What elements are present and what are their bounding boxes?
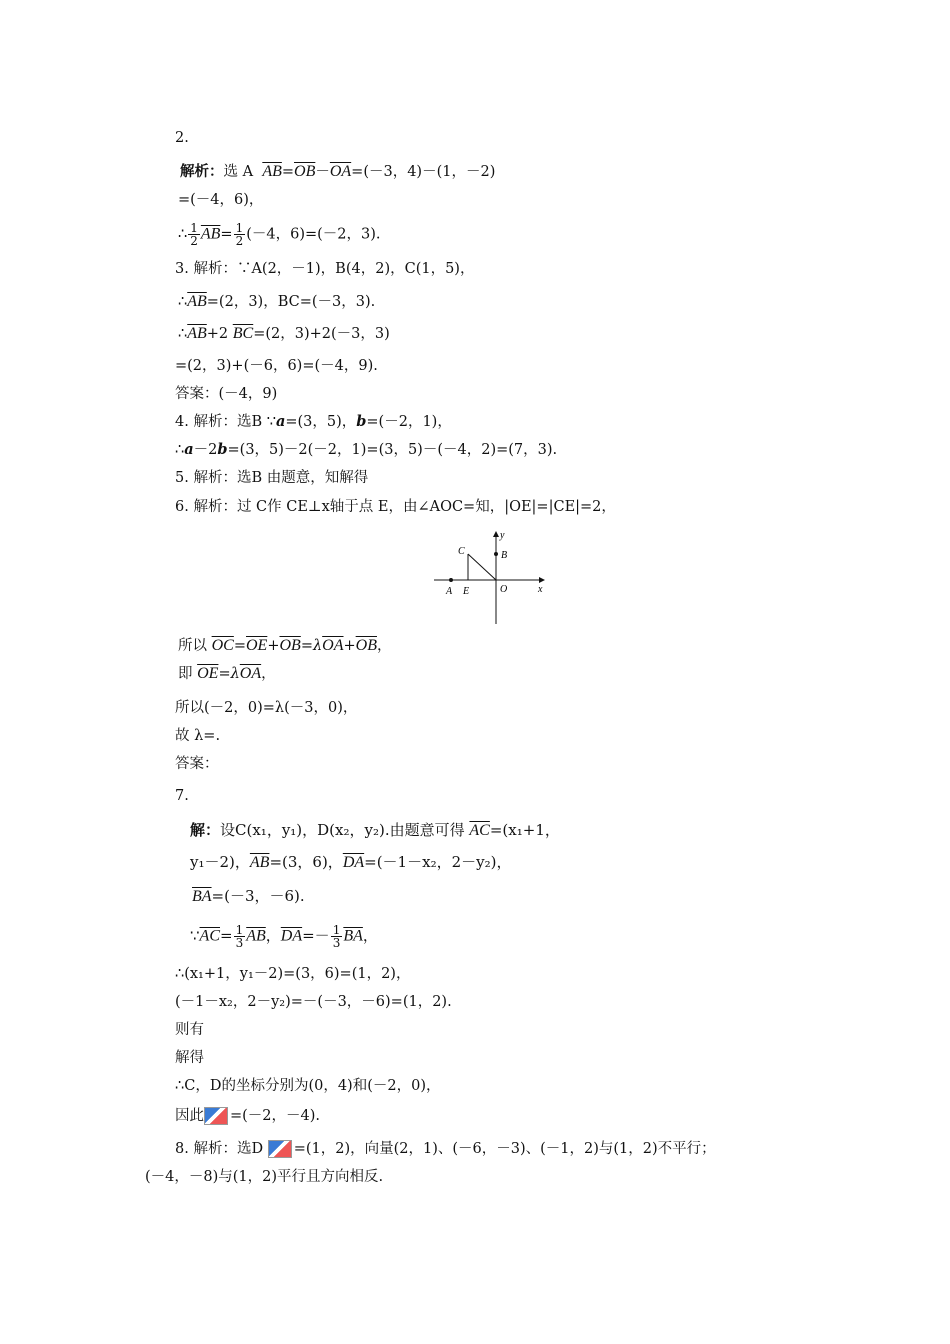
equation-text: (－4，6)=(－2，3). xyxy=(246,226,381,243)
item-6-answer: 答案： xyxy=(175,756,219,772)
vector-ob: $\overline{OB}$ xyxy=(279,637,301,654)
item-6-line-3: 即 $\overline{OE}=\lambda\overline{OA}$， xyxy=(178,665,276,682)
vector-ba: $\overline{BA}$ xyxy=(192,888,212,905)
vector-ab: $\overline{AB}$ xyxy=(200,225,221,243)
vector-ba: $\overline{BA}$ xyxy=(343,927,363,945)
item-3-line-3 xyxy=(178,324,390,344)
solution-label: 解析： xyxy=(180,163,224,180)
vector-oe: $\overline{OE}$ xyxy=(246,637,268,654)
vector-ab: $\overline{AB}$ xyxy=(187,325,207,342)
vector-oa: $\overline{OA}$ xyxy=(322,637,344,654)
x-axis-arrow xyxy=(539,577,545,583)
vector-ab: $\overline{AB}$ xyxy=(249,854,270,871)
item-5-line-1: 5. 解析：选B 由题意，知解得 xyxy=(175,470,369,486)
broken-image-icon xyxy=(268,1140,292,1158)
item-7-line-1 xyxy=(190,820,560,841)
vector-a: a xyxy=(184,441,194,458)
equation-text: =(－2，1)， xyxy=(366,414,452,430)
y-axis-arrow xyxy=(493,531,499,537)
item-7-line-4: $\because\overline{AC}=$ $\frac{1}{3}$ $\overline{AB}$，$\overline{DA}=-$ $\frac{1}{3}$ $\overline{BA}$， xyxy=(190,923,378,950)
item-2-number: 2. xyxy=(175,130,189,146)
item-3-line-4: =(2，3)+(－6，6)=(－4，9). xyxy=(175,358,378,374)
vector-oa: $\overline{OA}$ xyxy=(239,665,262,682)
item-7-number: 7. xyxy=(175,788,189,804)
segment-co xyxy=(468,554,496,580)
equation-text: =(2，3)，BC=(－3，3). xyxy=(206,294,376,310)
item-2-line-1: 解析：选 A $\overline{AB}=\overline{OB}-\overline{OA}=(-3$，4)－(1，－2) xyxy=(180,163,496,180)
fraction-third: $\frac{1}{3}$ xyxy=(332,923,341,950)
vector-ab: $\overline{AB}$ xyxy=(246,927,266,945)
vector-ab: $\overline{AB}$ xyxy=(262,163,282,180)
label-c: C xyxy=(458,546,465,557)
equation-text: y₁－2)， xyxy=(190,853,250,871)
fraction-third: $\frac{1}{3}$ xyxy=(235,923,244,950)
vector-oe: $\overline{OE}$ xyxy=(197,665,219,682)
item-7-line-6: (－1－x₂，2－y₂)=－(－3，－6)=(1，2). xyxy=(175,994,452,1010)
equation-text: 设C(x₁，y₁)，D(x₂，y₂).由题意可得 xyxy=(220,821,465,839)
vector-da: $\overline{DA}$ xyxy=(342,854,365,871)
item-3-line-1: 3. 解析：∵A(2，－1)，B(4，2)，C(1，5)， xyxy=(175,261,475,277)
vector-oc: $\overline{OC}$ xyxy=(211,637,234,654)
item-6-line-1: 6. 解析：过 C作 CE⊥x轴于点 E，由∠AOC=知，|OE|=|CE|=2， xyxy=(175,499,616,515)
item-6-line-2: 所以 $\overline{OC}=\overline{OE}+\overline{OB}=\lambda\overline{OA}+\overline{OB}$， xyxy=(178,637,392,654)
vector-b: b xyxy=(356,413,367,430)
choice-text: 选 A xyxy=(223,164,254,180)
item-8-line-1 xyxy=(175,1139,716,1159)
equation-text: =(－3，－6). xyxy=(211,887,305,905)
item-3-line-2 xyxy=(178,292,375,312)
equation-text: =(1，2)，向量(2，1)、(－6，－3)、(－1，2)与(1，2)不平行； xyxy=(293,1141,716,1157)
label-a: A xyxy=(446,586,453,597)
item-6-line-5: 故 λ=. xyxy=(175,728,221,744)
vector-ob: $\overline{OB}$ xyxy=(294,163,316,180)
item-4-line-1 xyxy=(175,412,452,432)
item-7-line-3 xyxy=(192,886,305,907)
because-symbol: ∵ xyxy=(190,926,200,945)
label-o: O xyxy=(500,584,508,595)
point-a xyxy=(449,578,453,582)
vector-bc: $\overline{BC}$ xyxy=(232,325,254,342)
item-7-line-8: 解得 xyxy=(175,1050,204,1066)
item-2-line-2: =(－4，6)， xyxy=(178,192,264,208)
equation-text: 即 xyxy=(178,666,193,682)
equation-text: =(x₁+1， xyxy=(489,821,560,839)
item-7-line-7: 则有 xyxy=(175,1022,204,1038)
label-x: x xyxy=(538,584,543,595)
label-y: y xyxy=(500,530,505,541)
equation-text: =(3，5)， xyxy=(285,414,357,430)
item-7-line-2 xyxy=(190,852,511,873)
vector-oa: $\overline{OA}$ xyxy=(329,163,352,180)
vector-ob: $\overline{OB}$ xyxy=(355,637,377,654)
item-8-line-2: (－4，－8)与(1，2)平行且方向相反. xyxy=(145,1169,384,1185)
vector-da: $\overline{DA}$ xyxy=(280,927,303,945)
broken-image-icon xyxy=(204,1107,228,1125)
equation-text: 4. 解析：选B ∵ xyxy=(175,414,276,430)
point-b xyxy=(494,552,498,556)
therefore-symbol: ∴ xyxy=(178,294,188,310)
therefore-symbol: ∴ xyxy=(178,226,188,243)
equation-text: +2 xyxy=(206,326,229,342)
fraction-half: $\frac{1}{2}$ xyxy=(235,221,244,248)
equation-text: =(－1－x₂，2－y₂)， xyxy=(364,853,512,871)
equation-text: 因此 xyxy=(175,1108,204,1124)
item-2-line-3: ∴ $\frac{1}{2}$ $\overline{AB}=$ $\frac{1}{2}$ (－4，6)=(－2，3). xyxy=(178,221,381,248)
therefore-symbol: ∴ xyxy=(178,326,188,342)
vector-ab: $\overline{AB}$ xyxy=(187,293,207,310)
equation-text: =(－3，4)－(1，－2) xyxy=(351,164,496,180)
vector-b: b xyxy=(217,441,228,458)
equation-text: =(3，6)， xyxy=(269,853,343,871)
solution-label: 解： xyxy=(190,821,221,839)
equation-text: =(－2，－4). xyxy=(230,1108,321,1124)
item-6-line-4: 所以(－2，0)=λ(－3，0)， xyxy=(175,700,358,716)
item-4-line-2 xyxy=(175,440,557,460)
vector-ac: $\overline{AC}$ xyxy=(469,822,490,839)
vector-ac: $\overline{AC}$ xyxy=(199,927,220,945)
item-7-line-5: ∴(x₁+1，y₁－2)=(3，6)=(1，2)， xyxy=(175,966,411,982)
item-7-line-9: ∴C，D的坐标分别为(0，4)和(－2，0)， xyxy=(175,1078,441,1094)
therefore-symbol: ∴ xyxy=(175,442,185,458)
equation-text: =(3，5)－2(－2，1)=(3，5)－(－4，2)=(7，3). xyxy=(227,442,558,458)
label-b: B xyxy=(501,550,508,561)
label-e: E xyxy=(463,586,470,597)
fraction-half: $\frac{1}{2}$ xyxy=(190,221,198,248)
coordinate-figure xyxy=(430,528,550,628)
equation-text: 8. 解析：选D xyxy=(175,1141,264,1157)
equation-text: －2 xyxy=(193,442,218,458)
equation-text: 所以 xyxy=(178,638,207,654)
vector-a: a xyxy=(275,413,286,430)
item-3-answer: 答案：(－4，9) xyxy=(175,386,278,402)
item-7-line-10 xyxy=(175,1106,320,1126)
equation-text: =(2，3)+2(－3，3) xyxy=(253,326,390,342)
